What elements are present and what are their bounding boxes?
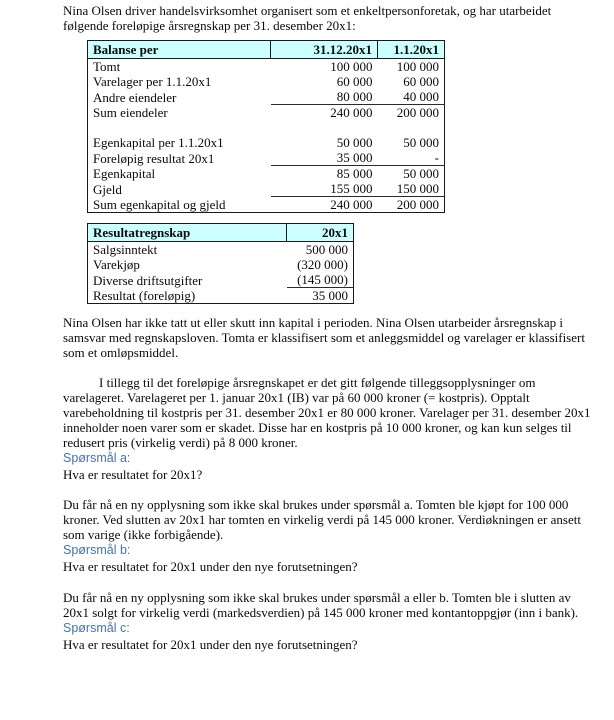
paragraph-inventory: I tillegg til det foreløpige årsregnskapet er det gitt følgende tilleggsopplysninger om varelageret. Varelageret per 1. januar 20x1 (IB) var på 60 000 kroner (= kostpris). Opptalt varebeholdning til kostpris per 31. desember 20x1 er 80 000 kroner. Varelager per 31. desember 20x1 inneholder noen varer som er skadet. Disse har en kostpris på 10 000 kroner, og kan kun selges til redusert pris (virkelig verdi) på 8 000 kroner.	[63, 375, 591, 450]
question-a-note: Du får nå en ny opplysning som ikke skal brukes under spørsmål a. Tomten ble kjøpt for 100 000 kroner. Ved slutten av 20x1 har tomten en virkelig verdi på 145 000 kroner. Verdiøkningen er ansett som varige (ikke forbigående).	[63, 497, 581, 542]
table-row-sum	[88, 288, 354, 304]
cell-value: 85 000	[271, 166, 378, 182]
column-header: 1.1.20x1	[378, 41, 445, 59]
cell-label: Sum eiendeler	[93, 105, 168, 120]
cell-value: -	[434, 150, 439, 165]
question-c-heading: Spørsmål c:	[63, 621, 130, 635]
table-row-blank	[88, 120, 445, 135]
cell-value: 40 000	[403, 89, 439, 104]
table-row-sum	[88, 166, 445, 182]
column-header: Resultatregnskap	[88, 224, 287, 242]
question-a-text: Hva er resultatet for 20x1?	[63, 467, 203, 482]
cell-value: 200 000	[378, 197, 445, 213]
table-row-sum	[88, 197, 445, 213]
income-statement-table	[87, 223, 354, 304]
cell-label: Egenkapital per 1.1.20x1	[93, 135, 224, 150]
table-row	[88, 89, 445, 105]
table-row	[88, 74, 445, 89]
question-a-heading: Spørsmål a:	[63, 451, 131, 465]
cell-label: Gjeld	[93, 181, 122, 197]
cell-value: 240 000	[271, 105, 378, 121]
intro-paragraph: Nina Olsen driver handelsvirksomhet organisert som et enkeltpersonforetak, og har utarbeidet følgende foreløpige årsregnskap per 31. desember 20x1:	[63, 3, 552, 33]
cell-label: Resultat (foreløpig)	[93, 288, 196, 303]
cell-value: 150 000	[396, 181, 439, 196]
cell-value: 35 000	[336, 150, 373, 165]
paragraph-capital: Nina Olsen har ikke tatt ut eller skutt inn kapital i perioden. Nina Olsen utarbeider årsregnskap i samsvar med regnskapsloven. Tomta er klassifisert som et anleggsmiddel og varelager er klassifisert som et omløpsmiddel.	[63, 315, 585, 360]
cell-value: 60 000	[336, 74, 373, 89]
balance-sheet-table	[87, 40, 445, 213]
cell-label: Tomt	[93, 59, 121, 74]
table-row	[88, 59, 445, 75]
cell-value: 50 000	[403, 135, 439, 150]
column-header: 31.12.20x1	[271, 41, 378, 59]
cell-value	[378, 120, 445, 135]
cell-label: Andre eiendeler	[93, 89, 177, 105]
cell-label: Varelager per 1.1.20x1	[93, 74, 212, 89]
cell-label: Egenkapital	[93, 166, 156, 181]
question-b-text: Hva er resultatet for 20x1 under den nye forutsetningen?	[63, 559, 358, 574]
table-header-row	[88, 224, 354, 242]
cell-value: (320 000)	[297, 257, 348, 272]
cell-label	[88, 120, 271, 135]
question-c-text: Hva er resultatet for 20x1 under den nye forutsetningen?	[63, 637, 358, 652]
cell-value: 200 000	[378, 105, 445, 121]
question-b-heading: Spørsmål b:	[63, 543, 131, 557]
table-header-row	[88, 41, 445, 59]
cell-label: Foreløpig resultat 20x1	[93, 150, 215, 166]
cell-label: Varekjøp	[93, 257, 140, 272]
cell-value: 100 000	[396, 59, 439, 74]
table-row	[88, 135, 445, 150]
table-row	[88, 242, 354, 258]
table-row	[88, 181, 445, 197]
cell-value: 155 000	[330, 181, 373, 196]
cell-label: Salgsinntekt	[93, 242, 158, 257]
table-row	[88, 150, 445, 166]
column-header: Balanse per	[88, 41, 271, 59]
table-row	[88, 257, 354, 272]
cell-value: 50 000	[378, 166, 445, 182]
cell-value: 60 000	[403, 74, 439, 89]
cell-value: 100 000	[330, 59, 373, 74]
cell-value: 80 000	[336, 89, 373, 104]
column-header: 20x1	[287, 224, 354, 242]
cell-label: Diverse driftsutgifter	[93, 272, 203, 288]
cell-value: (145 000)	[297, 272, 348, 287]
question-b-note: Du får nå en ny opplysning som ikke skal brukes under spørsmål a eller b. Tomten ble i slutten av 20x1 solgt for virkelig verdi (markedsverdien) på 145 000 kroner med kontantoppgjør (inn i bank).	[63, 590, 579, 620]
cell-value: 240 000	[271, 197, 378, 213]
cell-value	[271, 120, 378, 135]
cell-value: 50 000	[336, 135, 373, 150]
cell-label: Sum egenkapital og gjeld	[93, 197, 226, 212]
cell-value: 35 000	[287, 288, 354, 304]
cell-value: 500 000	[305, 242, 348, 257]
table-row-sum	[88, 105, 445, 121]
table-row	[88, 272, 354, 288]
